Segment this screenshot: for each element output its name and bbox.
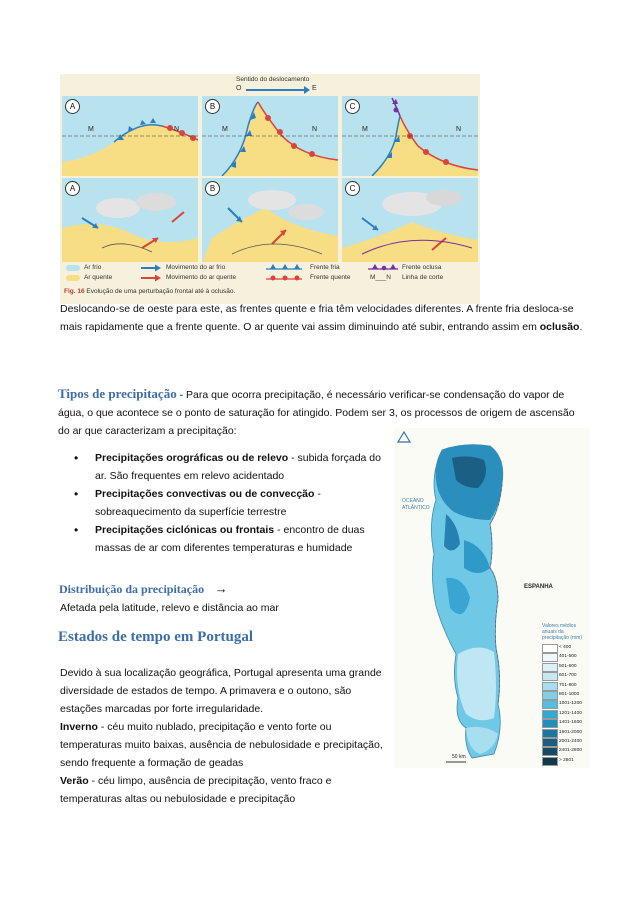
bullet-title: Precipitações ciclónicas ou frontais bbox=[95, 524, 275, 536]
bullet-text: - subida forçada do ar. São frequentes em relevo acidentado bbox=[95, 452, 381, 482]
inverno-text: - céu muito nublado, precipitação e vento forte ou temperaturas muito baixas, ausência de nebulosidade e precipitação, sendo frequente a formação de geadas bbox=[60, 721, 383, 769]
map-legend-label: 1001-1200 bbox=[559, 701, 582, 707]
panel-c-top-drawing bbox=[342, 96, 478, 176]
map-legend-label: 2001-2400 bbox=[559, 739, 582, 744]
front-symbols-icon bbox=[266, 263, 306, 283]
map-legend-label: 401-500 bbox=[559, 654, 577, 660]
panel-b-bottom-drawing bbox=[202, 178, 338, 262]
list-item bbox=[58, 449, 386, 485]
panel-a-top-drawing bbox=[62, 96, 198, 176]
line-label-m: M bbox=[362, 126, 368, 133]
panel-b-bottom-label: B bbox=[205, 181, 220, 196]
inverno-label: Inverno bbox=[60, 721, 98, 733]
tipos-separator: - bbox=[176, 389, 187, 401]
panel-a-bottom-drawing bbox=[62, 178, 198, 262]
map-legend-swatch bbox=[542, 757, 558, 766]
figure-caption bbox=[64, 288, 235, 295]
legend-cut-line-sample: M___N bbox=[370, 274, 391, 281]
line-label-m: M bbox=[222, 126, 228, 133]
intro-paragraph bbox=[60, 300, 584, 336]
map-legend-label: 1401-1600 bbox=[559, 720, 582, 726]
intro-text: Deslocando-se de oeste para este, as frentes quente e fria têm velocidades diferentes. A frente fria desloca-se mais rapidamente que a frente quente. O ar quente vai assim diminuindo até subir, entrando assim em bbox=[60, 303, 574, 333]
panel-b-label: B bbox=[205, 99, 220, 114]
legend-warm-air-movement: Movimento do ar quente bbox=[166, 274, 237, 281]
map-legend-label: 1601-2000 bbox=[559, 729, 582, 735]
map-legend-label: > 2801 bbox=[559, 757, 574, 763]
legend-cut-line: Linha de corte bbox=[402, 274, 444, 281]
map-legend-label: 801-1000 bbox=[559, 692, 580, 697]
east-label: E bbox=[312, 85, 317, 92]
map-legend-title-2: anuais da bbox=[542, 629, 564, 635]
list-item bbox=[58, 485, 386, 521]
warm-air-swatch bbox=[66, 275, 80, 281]
direction-arrow-head bbox=[304, 86, 310, 94]
panel-c-bottom-label: C bbox=[345, 181, 360, 196]
bullet-title: Precipitações orográficas ou de relevo bbox=[95, 452, 289, 464]
panel-b-bottom bbox=[202, 178, 338, 262]
tipos-body: Para que ocorra precipitação, é necessário verificar-se condensação do vapor de água, o que acontece se o ponto de saturação for atingido. Podem ser 3, os processos de origem de ascensão do ar que caracterizam a precipitação: bbox=[58, 389, 575, 437]
map-scale-label: 50 km bbox=[452, 754, 466, 760]
map-legend-label: 701-800 bbox=[559, 682, 577, 688]
cold-air-swatch bbox=[66, 265, 80, 271]
map-legend-label: 1201-1400 bbox=[559, 710, 582, 716]
panel-a-bottom bbox=[62, 178, 198, 262]
tipos-heading: Tipos de precipitação bbox=[58, 386, 177, 401]
legend-cold-front: Frente fria bbox=[310, 264, 340, 271]
intro-bold-term: oclusão bbox=[539, 321, 580, 333]
arrow-right-icon: → bbox=[214, 581, 228, 596]
figure-caption-text: Evolução de uma perturbação frontal até à oclusão. bbox=[86, 288, 236, 295]
list-item bbox=[58, 521, 386, 557]
panel-c-bottom bbox=[342, 178, 478, 262]
spain-label: ESPANHA bbox=[524, 584, 553, 590]
bullet-text: - encontro de duas massas de ar com diferentes temperaturas e humidade bbox=[95, 524, 365, 554]
precipitation-types-list bbox=[58, 449, 386, 557]
estados-body: Devido à sua localização geográfica, Portugal apresenta uma grande diversidade de estados de tempo. A primavera e o outono, são estações marcadas por forte irregularidade. bbox=[60, 667, 382, 715]
legend-warm-front: Frente quente bbox=[310, 274, 351, 281]
map-legend-label: 601-700 bbox=[559, 673, 577, 679]
inverno-paragraph bbox=[60, 718, 384, 772]
panel-c-top bbox=[342, 96, 478, 176]
line-label-n: N bbox=[312, 126, 318, 133]
legend-warm-air: Ar quente bbox=[84, 274, 113, 281]
movement-arrows-icon bbox=[140, 264, 162, 284]
map-legend-title-3: precipitação (mm) bbox=[542, 635, 583, 641]
map-legend-label: 501-600 bbox=[559, 663, 577, 669]
panel-a-bottom-label: A bbox=[65, 181, 80, 196]
bullet-title: Precipitações convectivas ou de convecção bbox=[95, 488, 315, 500]
intro-end: . bbox=[579, 321, 583, 333]
verao-text: - céu limpo, ausência de precipitação, vento fraco e temperaturas altas ou nebulosidade e precipitação bbox=[60, 775, 332, 805]
estados-heading: Estados de tempo em Portugal bbox=[58, 629, 253, 645]
figure-number: Fig. 16 bbox=[64, 288, 85, 295]
panel-a-top bbox=[62, 96, 198, 176]
ocean-label-1: OCEANO bbox=[402, 498, 424, 504]
direction-arrow-line bbox=[246, 89, 306, 91]
map-legend-row bbox=[542, 756, 590, 766]
precipitation-map bbox=[394, 428, 590, 768]
map-legend-label: 2401-2800 bbox=[559, 748, 582, 754]
verao-label: Verão bbox=[60, 775, 89, 787]
map-legend-title-1: Valores médios bbox=[542, 623, 577, 629]
bullet-text: - sobreaquecimento da superfície terrestre bbox=[95, 488, 321, 518]
map-legend-label: < 400 bbox=[559, 645, 572, 650]
line-label-n: N bbox=[456, 126, 462, 133]
line-label-n: N bbox=[174, 126, 180, 133]
panel-b-top-drawing bbox=[202, 96, 338, 176]
distrib-body: Afetada pela latitude, relevo e distância ao mar bbox=[60, 602, 279, 614]
panel-a-label: A bbox=[65, 99, 80, 114]
distrib-heading: Distribuição da precipitação bbox=[59, 582, 205, 596]
frontal-evolution-figure bbox=[60, 74, 480, 304]
line-label-m: M bbox=[88, 126, 94, 133]
direction-title: Sentido do deslocamento bbox=[236, 76, 310, 83]
panel-c-bottom-drawing bbox=[342, 178, 478, 262]
panel-c-label: C bbox=[345, 99, 360, 114]
legend-cold-air-movement: Movimento do ar frio bbox=[166, 264, 226, 271]
verao-paragraph bbox=[60, 772, 384, 808]
distrib-heading-row bbox=[59, 580, 228, 598]
west-label: O bbox=[236, 85, 242, 92]
legend-occluded-front: Frente oclusa bbox=[402, 264, 442, 271]
occluded-front-icon bbox=[368, 263, 398, 273]
panel-b-top bbox=[202, 96, 338, 176]
legend-cold-air: Ar frio bbox=[84, 264, 102, 271]
ocean-label-2: ATLÂNTICO bbox=[402, 505, 430, 511]
